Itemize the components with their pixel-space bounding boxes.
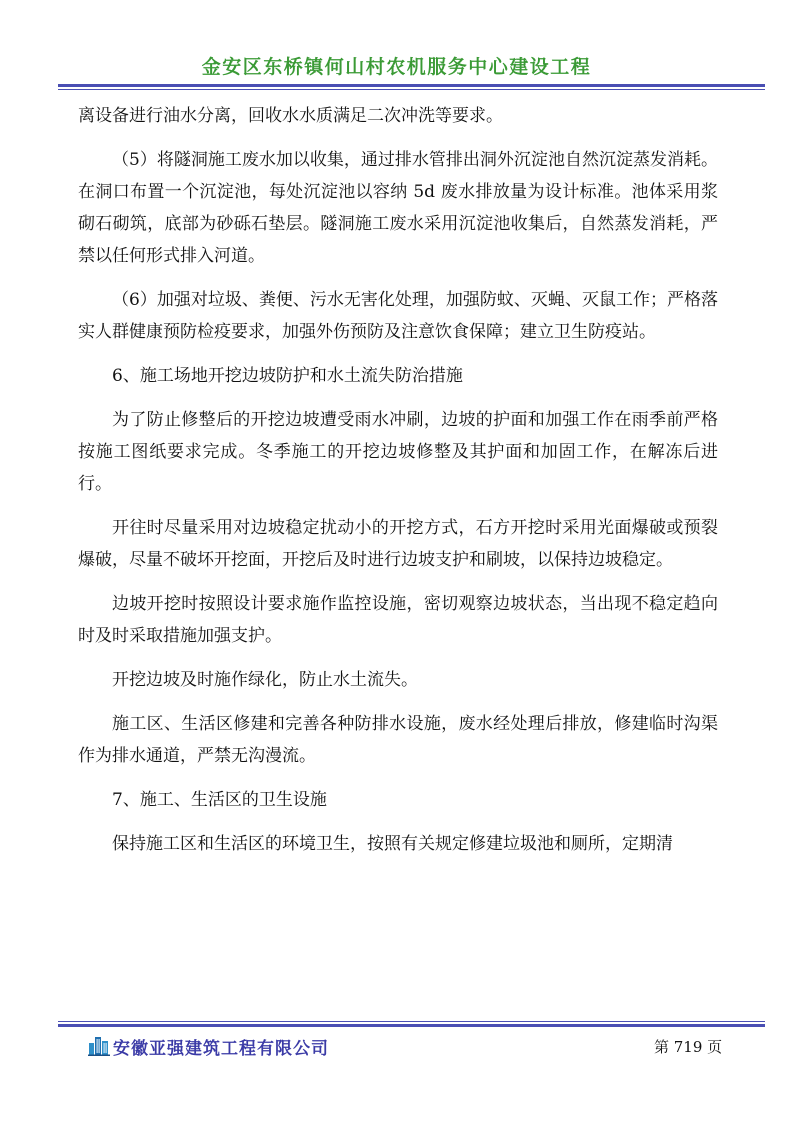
paragraph: 为了防止修整后的开挖边坡遭受雨水冲刷，边坡的护面和加强工作在雨季前严格按施工图纸要求完成。冬季施工的开挖边坡修整及其护面和加固工作，在解冻后进行。 — [78, 410, 718, 494]
paragraph: 保持施工区和生活区的环境卫生，按照有关规定修建垃圾池和厕所，定期清 — [112, 834, 673, 854]
building-logo-icon — [88, 1034, 110, 1056]
paragraph: 开往时尽量采用对边坡稳定扰动小的开挖方式，石方开挖时采用光面爆破或预裂爆破，尽量不破坏开挖面，开挖后及时进行边坡支护和刷坡，以保持边坡稳定。 — [78, 518, 718, 570]
page-footer — [0, 1032, 793, 1062]
page-number: 第 719 页 — [654, 1038, 723, 1056]
header-rule-thick — [58, 84, 765, 87]
section-heading-7: 7、施工、生活区的卫生设施 — [112, 790, 327, 810]
paragraph-item-5: （5）将隧洞施工废水加以收集，通过排水管排出洞外沉淀池自然沉淀蒸发消耗。在洞口布置一个沉淀池，每处沉淀池以容纳 5d 废水排放量为设计标准。池体采用浆砌石砌筑，底部为砂砾石垫层。隧洞施工废水采用沉淀池收集后，自然蒸发消耗，严禁以任何形式排入河道。 — [78, 150, 718, 266]
paragraph: 施工区、生活区修建和完善各种防排水设施，废水经处理后排放，修建临时沟渠作为排水通道，严禁无沟漫流。 — [78, 714, 718, 766]
company-name: 安徽亚强建筑工程有限公司 — [113, 1039, 329, 1059]
header-rule-thin — [58, 89, 765, 90]
section-heading-6: 6、施工场地开挖边坡防护和水土流失防治措施 — [112, 366, 463, 386]
page-header-title: 金安区东桥镇何山村农机服务中心建设工程 — [201, 56, 592, 78]
paragraph: 开挖边坡及时施作绿化，防止水土流失。 — [112, 670, 418, 690]
footer-rule-thin — [58, 1021, 765, 1022]
paragraph: 边坡开挖时按照设计要求施作监控设施，密切观察边坡状态，当出现不稳定趋向时及时采取措施加强支护。 — [78, 594, 718, 646]
document-body — [78, 100, 718, 872]
paragraph-item-6: （6）加强对垃圾、粪便、污水无害化处理，加强防蚊、灭蝇、灭鼠工作；严格落实人群健康预防检疫要求，加强外伤预防及注意饮食保障；建立卫生防疫站。 — [78, 290, 718, 342]
footer-rule-thick — [58, 1024, 765, 1027]
paragraph-continued: 离设备进行油水分离，回收水水质满足二次冲洗等要求。 — [78, 106, 503, 126]
